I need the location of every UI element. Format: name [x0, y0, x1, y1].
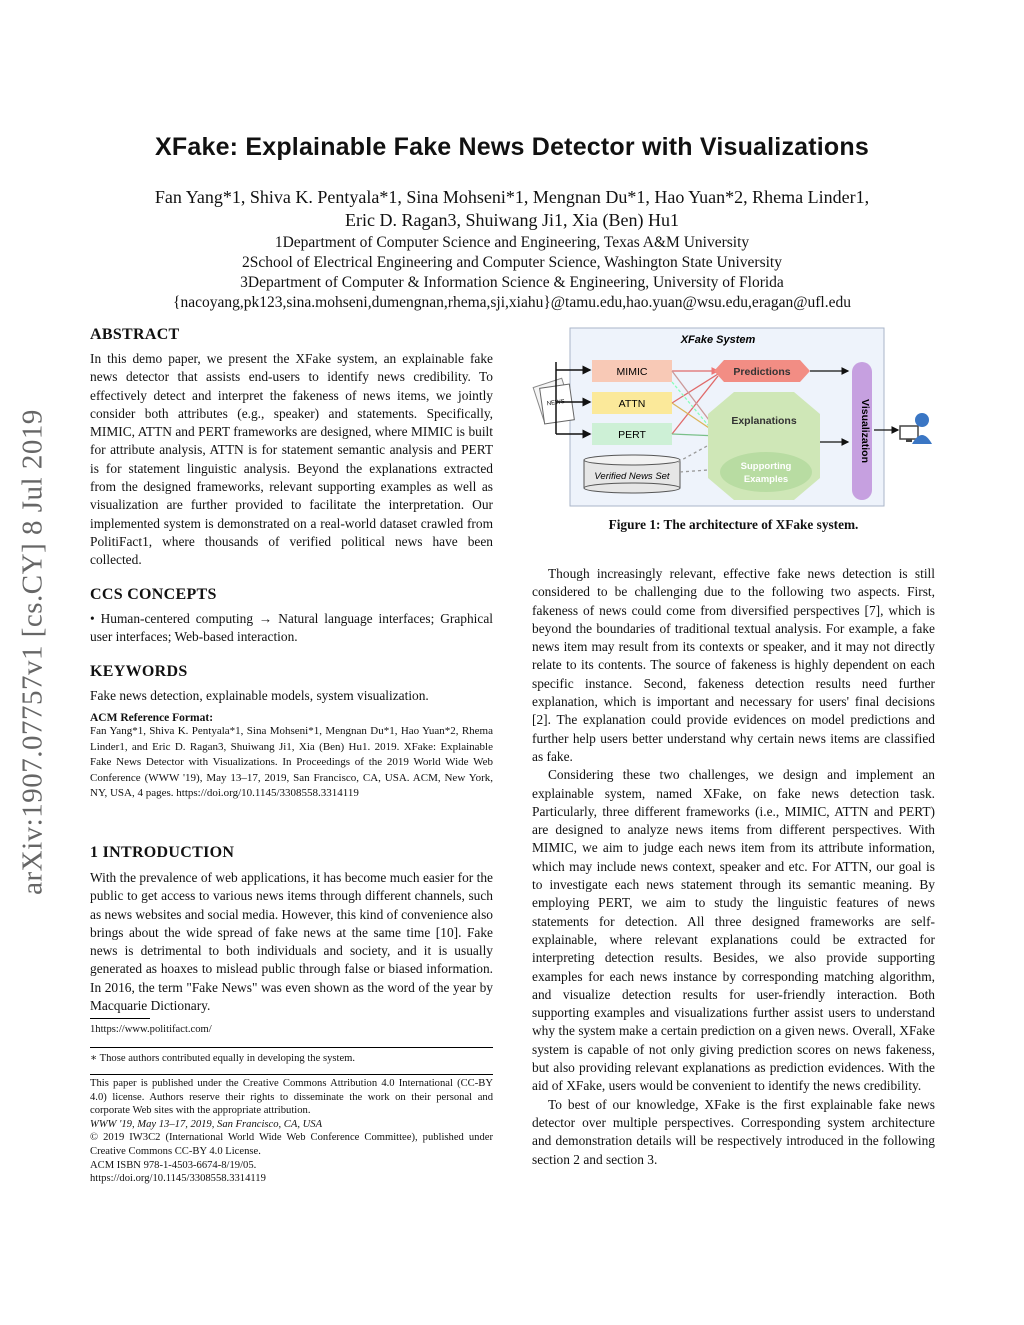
figure-caption: Figure 1: The architecture of XFake system. [608, 517, 859, 532]
keywords-text: Fake news detection, explainable models, system visualization. [90, 688, 429, 703]
author-list [80, 186, 944, 232]
predictions-label: Predictions [733, 366, 791, 378]
author-line-1: Fan Yang*1, Shiva K. Pentyala*1, Sina Mohseni*1, Mengnan Du*1, Hao Yuan*2, Rhema Linder1, [154, 187, 870, 207]
license-text: This paper is published under the Creative Commons Attribution 4.0 International (CC-BY 4.0) license. Authors reserve their rights to disseminate the work on their personal and corporate Web sites with the appropriate attribution. [90, 1078, 493, 1117]
footnotes [90, 1018, 493, 1075]
user-computer-icon [900, 413, 932, 444]
verified-news-label: Verified News Set [594, 471, 670, 482]
acm-reference [90, 712, 493, 802]
paper-title: XFake: Explainable Fake News Detector with Visualizations [155, 133, 869, 161]
introduction-section [90, 844, 493, 1015]
footnote-rule [90, 1018, 150, 1019]
doi-text: https://doi.org/10.1145/3308558.3314119 [90, 1173, 266, 1185]
abstract-text: In this demo paper, we present the XFake system, an explainable fake news detector that assists end-users to identify news credibility. To effectively detect and interpret the fakeness of news items, we jointly consider both attributes (e.g., speaker) and statements. Specifically, MIMIC, ATTN and PERT frameworks are designed, where MIMIC is built for attribute analysis, ATTN is for statement semantic analysis and PERT is for statement linguistic analysis. Beyond the explanations extracted from the designed frameworks, relevant supporting examples as well as visualization are further provided to facilitate the interpretation. Our implemented system is demonstrated on a real-world dataset crawled from PolitiFact1, where thousands of verified political news have been collected. [90, 351, 493, 568]
intro-para-3: Considering these two challenges, we design and implement an explainable system, named XFake, on fake news detection task. Particularly, three different frameworks (i.e., MIMIC, ATTN and PERT) are designed to analyze news items from different perspectives. With MIMIC, we aim to judge each news item from its attribute information, which may include news context, speaker and etc. For ATTN, our goal is to investigate each news statement through its semantic meaning. By employing PERT, we aim to study the linguistic features of news statements for detection. All three designed frameworks are self-explainable, where relevant explanations could be extracted for interpreting detection results. Besides, we also provide supporting examples for each news instance by corresponding matching algorithm, and visualize detection results for user-friendly interaction. Both supporting examples and visualizations further assist users to understand why the system make a certain prediction on a given news. Overall, XFake system is capable of not only giving prediction scores on news fakeness, but also providing relevant explanations as prediction evidences. With the aid of XFake, users would be convenient to identify the news credibility. [532, 767, 935, 1094]
acm-reference-heading: ACM Reference Format: [90, 712, 214, 724]
ccs-section [90, 586, 493, 647]
architecture-diagram [528, 322, 938, 512]
acm-reference-text: Fan Yang*1, Shiva K. Pentyala*1, Sina Mohseni*1, Mengnan Du*1, Hao Yuan*2, Rhema Linder1, and Eric D. Ragan3, Shuiwang Ji1, Xia (Ben) Hu1. 2019. XFake: Explainable Fake News Detector with Visualizations. In Proceedings of the 2019 World Wide Web Conference (WWW '19), May 13–17, 2019, San Francisco, CA, USA. ACM, New York, NY, USA, 4 pages. https://doi.org/10.1145/3308558.3314119 [90, 725, 493, 799]
conference-info: WWW '19, May 13–17, 2019, San Francisco, CA, USA [90, 1118, 323, 1130]
footnote-2: ∗ Those authors contributed equally in developing the system. [90, 1052, 356, 1064]
ccs-text: • Human-centered computing → Natural language interfaces; Graphical user interfaces; Web-based interaction. [90, 611, 493, 645]
keywords-section [90, 663, 493, 705]
license-block [90, 1077, 493, 1186]
explanations-label: Explanations [731, 415, 797, 427]
figure-1 [528, 322, 938, 512]
abstract-heading: ABSTRACT [90, 326, 180, 343]
supporting-examples-box [720, 452, 812, 492]
intro-para-4: To best of our knowledge, XFake is the first explainable fake news detector over multiple perspectives. Corresponding system architecture and demonstration details will be respectively introduced in the following section 2 and section 3. [532, 1096, 935, 1167]
news-icon-label: NEWS [546, 398, 566, 408]
arxiv-stamp-text: arXiv:1907.07757v1 [cs.CY] 8 Jul 2019 [16, 409, 49, 895]
affiliation-3: 3Department of Computer & Information Science & Engineering, University of Florida [240, 274, 784, 291]
arxiv-stamp [8, 372, 58, 932]
introduction-para-1: With the prevalence of web applications, it has become much easier for the public to get access to various news items through different channels, such as news websites and social media. However, this kind of convenience also brings about the wide spread of fake news at the same time [10]. Fake news is detrimental to both individuals and society, and it is usually generated as hoaxes to mislead public through false or biased information. In 2016, the term "Fake News" was even shown as the word of the year by Macquarie Dictionary. [90, 870, 493, 1014]
news-icon [533, 378, 574, 424]
ccs-heading: CCS CONCEPTS [90, 586, 217, 603]
author-line-2: Eric D. Ragan3, Shuiwang Ji1, Xia (Ben) Hu1 [345, 210, 679, 230]
author-emails: {nacoyang,pk123,sina.mohseni,dumengnan,rhema,sji,xiahu}@tamu.edu,hao.yuan@wsu.edu,eragan@ufl.edu [173, 294, 851, 311]
supporting-label-2: Examples [743, 474, 789, 485]
affiliation-1: 1Department of Computer Science and Engineering, Texas A&M University [274, 234, 750, 251]
right-column-text [532, 565, 935, 1169]
system-title: XFake System [680, 334, 756, 346]
intro-para-2: Though increasingly relevant, effective fake news detection is still considered to be challenging due to the following two aspects. First, fakeness of news could come from diversified perspectives [7], which is beyond the boundaries of traditional textual analysis. For example, a fake news item may result from its contexts or speaker, and it may not directly relate to its contents. The source of fakeness is highly dependent on each specific instance. Second, fakeness detection results need further explanation, which is important and necessary for users' final decisions [2]. The explanation could provide evidences on model predictions and further help users better understand why certain news items are classified as fake. [532, 566, 935, 764]
attn-label: ATTN [618, 398, 646, 410]
abstract-section [90, 326, 493, 570]
verified-news-set [584, 455, 680, 493]
visualization-label: Visualization [859, 399, 871, 463]
keywords-heading: KEYWORDS [90, 663, 188, 680]
introduction-heading: 1 INTRODUCTION [90, 844, 235, 861]
footnote-divider [90, 1047, 493, 1048]
supporting-label-1: Supporting [740, 461, 792, 472]
copyright-text: © 2019 IW3C2 (International World Wide Web Conference Committee), published under Creative Commons CC-BY 4.0 License. [90, 1132, 493, 1157]
isbn-text: ACM ISBN 978-1-4503-6674-8/19/05. [90, 1159, 257, 1171]
affiliation-2: 2School of Electrical Engineering and Computer Science, Washington State University [242, 254, 782, 271]
affiliations [60, 233, 964, 313]
footnote-1: 1https://www.politifact.com/ [90, 1024, 212, 1035]
pert-label: PERT [618, 429, 646, 441]
license-divider [90, 1074, 493, 1075]
mimic-label: MIMIC [616, 366, 648, 378]
